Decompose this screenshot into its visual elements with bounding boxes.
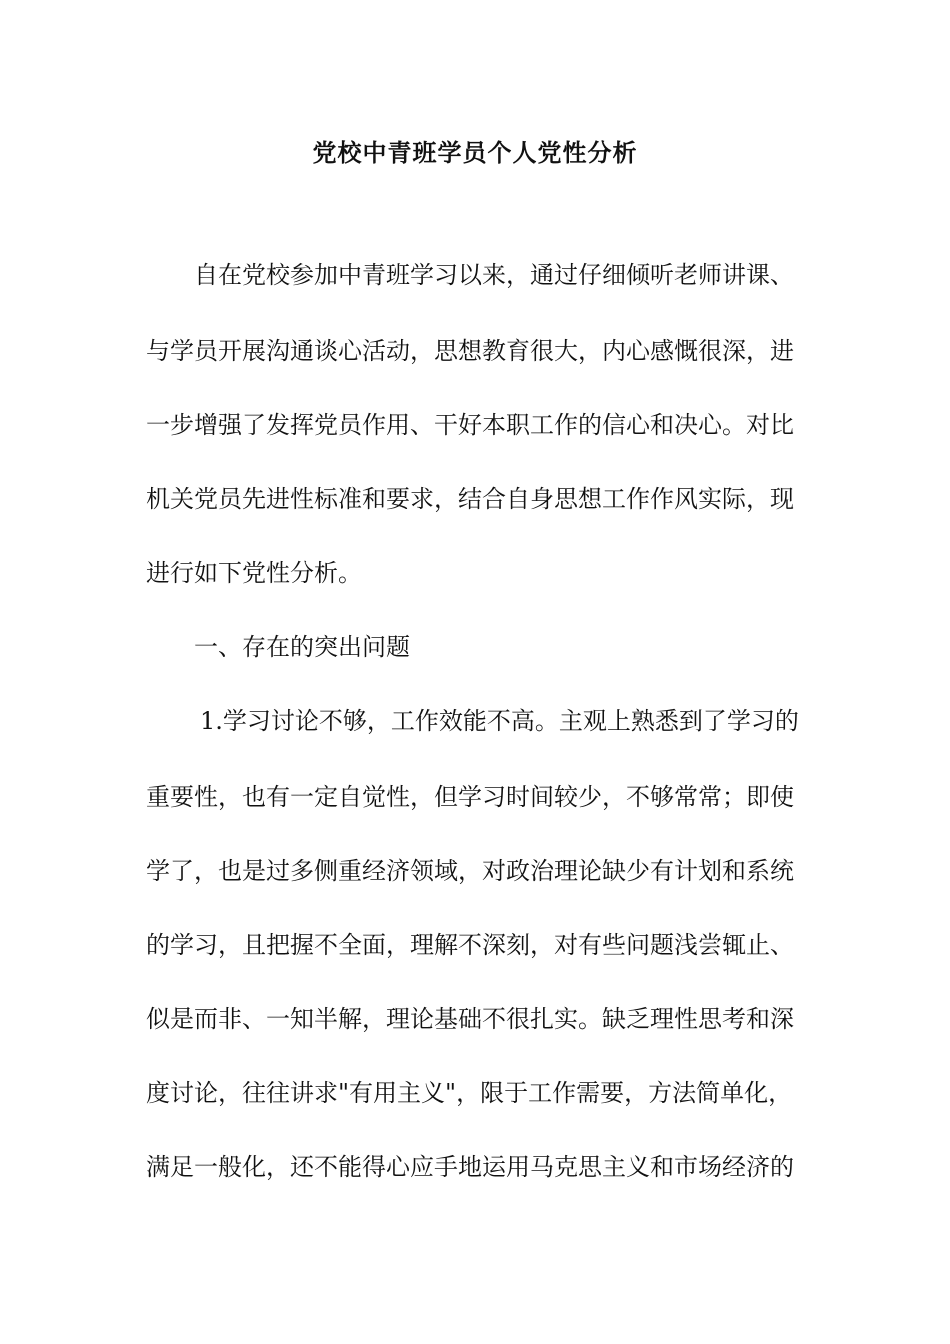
paragraph-line: 学了，也是过多侧重经济领域，对政治理论缺少有计划和系统 xyxy=(146,857,794,885)
paragraph-line: 1.学习讨论不够，工作效能不高。主观上熟悉到了学习的 xyxy=(200,707,799,735)
paragraph-line: 度讨论，往往讲求"有用主义"，限于工作需要，方法简单化， xyxy=(146,1079,793,1107)
paragraph-line: 重要性，也有一定自觉性，但学习时间较少，不够常常；即使 xyxy=(146,783,794,811)
paragraph-line: 进行如下党性分析。 xyxy=(146,559,362,587)
paragraph-line: 机关党员先进性标准和要求，结合自身思想工作作风实际，现 xyxy=(146,485,794,513)
document-title: 党校中青班学员个人党性分析 xyxy=(312,138,638,167)
paragraph-line: 似是而非、一知半解，理论基础不很扎实。缺乏理性思考和深 xyxy=(146,1005,794,1033)
paragraph-line: 与学员开展沟通谈心活动，思想教育很大，内心感慨很深，进 xyxy=(146,337,794,365)
paragraph-line: 满足一般化，还不能得心应手地运用马克思主义和市场经济的 xyxy=(146,1153,794,1181)
paragraph-line: 的学习，且把握不全面，理解不深刻，对有些问题浅尝辄止、 xyxy=(146,931,794,959)
paragraph-line: 一步增强了发挥党员作用、干好本职工作的信心和决心。对比 xyxy=(146,411,794,439)
paragraph-line: 自在党校参加中青班学习以来，通过仔细倾听老师讲课、 xyxy=(194,261,794,289)
section-heading: 一、存在的突出问题 xyxy=(194,633,410,661)
